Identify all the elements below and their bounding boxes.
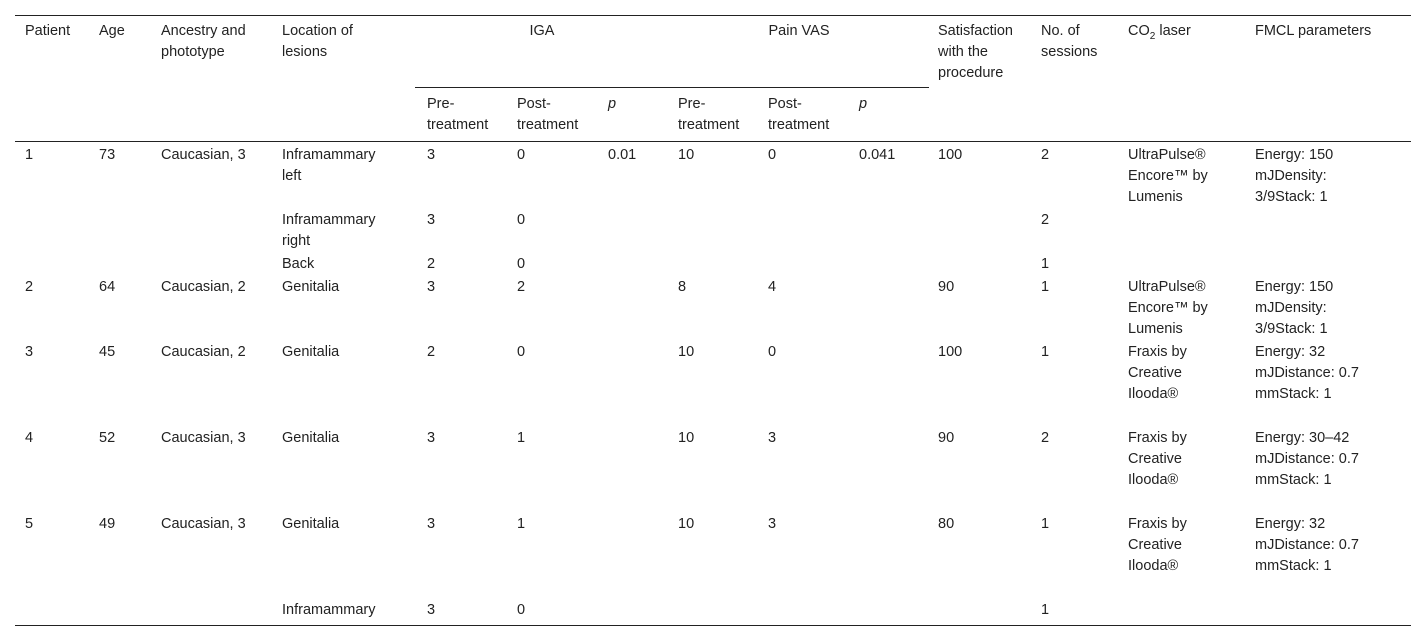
cell-patient: 3 <box>25 344 34 360</box>
cell-pain-pre: 10 <box>678 516 695 532</box>
header-pain-vas: Pain VAS <box>768 23 830 39</box>
cell-sessions: 2 <box>1041 212 1050 228</box>
cell-location: Inframammary left <box>282 147 376 184</box>
cell-fmcl: Energy: 150 mJDensity: 3/9Stack: 1 <box>1255 147 1334 205</box>
cell-sessions: 1 <box>1041 256 1050 272</box>
group-rule <box>415 87 929 88</box>
cell-fmcl: Energy: 32 mJDistance: 0.7 mmStack: 1 <box>1255 516 1359 574</box>
cell-location: Genitalia <box>282 344 340 360</box>
cell-satisfaction: 80 <box>938 516 955 532</box>
header-iga-post: Post-treatment <box>517 96 579 133</box>
header-location: Location of lesions <box>282 23 353 60</box>
cell-location: Genitalia <box>282 516 340 532</box>
cell-iga-pre: 3 <box>427 279 436 295</box>
cell-age: 45 <box>99 344 116 360</box>
header-iga-pre: Pre-treatment <box>427 96 489 133</box>
cell-pain-pre: 10 <box>678 147 695 163</box>
top-rule <box>15 15 1411 16</box>
cell-pain-post: 4 <box>768 279 777 295</box>
cell-iga-post: 0 <box>517 256 526 272</box>
cell-iga-p: 0.01 <box>608 147 637 163</box>
cell-iga-post: 0 <box>517 344 526 360</box>
header-patient: Patient <box>25 23 71 39</box>
cell-sessions: 1 <box>1041 344 1050 360</box>
cell-iga-pre: 3 <box>427 602 436 618</box>
cell-age: 52 <box>99 430 116 446</box>
header-pain-p: p <box>859 96 868 112</box>
cell-sessions: 2 <box>1041 147 1050 163</box>
cell-sessions: 1 <box>1041 602 1050 618</box>
cell-satisfaction: 90 <box>938 430 955 446</box>
cell-ancestry: Caucasian, 3 <box>161 430 246 446</box>
cell-fmcl: Energy: 32 mJDistance: 0.7 mmStack: 1 <box>1255 344 1359 402</box>
cell-pain-post: 3 <box>768 430 777 446</box>
cell-fmcl: Energy: 30–42 mJDistance: 0.7 mmStack: 1 <box>1255 430 1359 488</box>
cell-location: Inframammary <box>282 602 376 618</box>
header-pain-pre: Pre-treatment <box>678 96 740 133</box>
cell-iga-pre: 2 <box>427 344 436 360</box>
cell-ancestry: Caucasian, 3 <box>161 516 246 532</box>
cell-iga-pre: 3 <box>427 516 436 532</box>
cell-pain-post: 0 <box>768 344 777 360</box>
header-fmcl: FMCL parameters <box>1255 23 1372 39</box>
bottom-rule <box>15 625 1411 626</box>
header-co2-laser: $CO_2$ laser <box>1128 23 1191 42</box>
cell-pain-post: 3 <box>768 516 777 532</box>
header-ancestry: Ancestry and phototype <box>161 23 246 60</box>
cell-iga-post: 2 <box>517 279 526 295</box>
cell-pain-pre: 10 <box>678 344 695 360</box>
cell-patient: 1 <box>25 147 34 163</box>
header-iga: IGA <box>529 23 555 39</box>
cell-fmcl: Energy: 150 mJDensity: 3/9Stack: 1 <box>1255 279 1334 337</box>
cell-iga-post: 1 <box>517 516 526 532</box>
cell-satisfaction: 100 <box>938 147 963 163</box>
cell-pain-pre: 8 <box>678 279 687 295</box>
cell-age: 64 <box>99 279 116 295</box>
cell-satisfaction: 90 <box>938 279 955 295</box>
cell-location: Back <box>282 256 315 272</box>
cell-pain-pre: 10 <box>678 430 695 446</box>
cell-iga-pre: 3 <box>427 147 436 163</box>
cell-sessions: 1 <box>1041 279 1050 295</box>
cell-patient: 4 <box>25 430 34 446</box>
cell-patient: 5 <box>25 516 34 532</box>
cell-ancestry: Caucasian, 2 <box>161 279 246 295</box>
cell-age: 49 <box>99 516 116 532</box>
cell-iga-pre: 2 <box>427 256 436 272</box>
cell-location: Genitalia <box>282 279 340 295</box>
cell-patient: 2 <box>25 279 34 295</box>
cell-location: Inframammary right <box>282 212 376 249</box>
header-iga-p: p <box>608 96 617 112</box>
header-pain-post: Post-treatment <box>768 96 830 133</box>
cell-ancestry: Caucasian, 3 <box>161 147 246 163</box>
cell-iga-post: 0 <box>517 212 526 228</box>
cell-laser: UltraPulse® Encore™ by Lumenis <box>1128 279 1208 337</box>
cell-ancestry: Caucasian, 2 <box>161 344 246 360</box>
cell-laser: UltraPulse® Encore™ by Lumenis <box>1128 147 1208 205</box>
cell-age: 73 <box>99 147 116 163</box>
cell-iga-post: 0 <box>517 602 526 618</box>
cell-sessions: 1 <box>1041 516 1050 532</box>
cell-sessions: 2 <box>1041 430 1050 446</box>
cell-pain-p: 0.041 <box>859 147 896 163</box>
cell-iga-pre: 3 <box>427 430 436 446</box>
cell-iga-post: 1 <box>517 430 526 446</box>
cell-iga-pre: 3 <box>427 212 436 228</box>
cell-laser: Fraxis by Creative Ilooda® <box>1128 516 1187 574</box>
cell-location: Genitalia <box>282 430 340 446</box>
cell-laser: Fraxis by Creative Ilooda® <box>1128 430 1187 488</box>
cell-pain-post: 0 <box>768 147 777 163</box>
cell-laser: Fraxis by Creative Ilooda® <box>1128 344 1187 402</box>
header-age: Age <box>99 23 125 39</box>
header-satisfaction: Satisfaction with the procedure <box>938 23 1013 81</box>
cell-satisfaction: 100 <box>938 344 963 360</box>
header-sessions: No. of sessions <box>1041 23 1098 60</box>
header-bottom-rule <box>15 141 1411 142</box>
cell-iga-post: 0 <box>517 147 526 163</box>
